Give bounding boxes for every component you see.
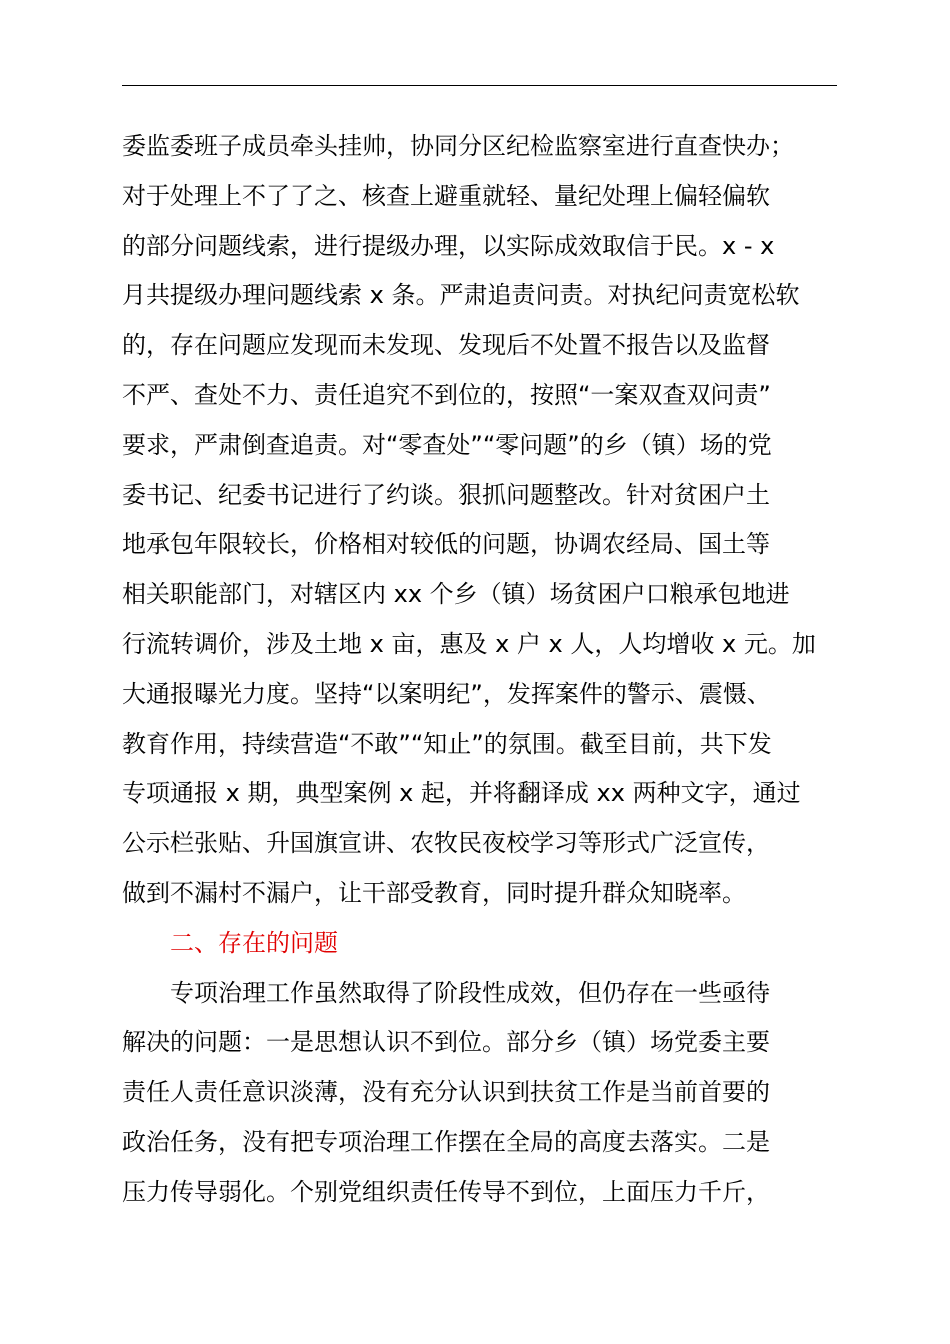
text-line: 压力传导弱化。个别党组织责任传导不到位，上面压力千斤，: [122, 1177, 770, 1206]
text-line: 专项通报 x 期，典型案例 x 起，并将翻译成 xx 两种文字，通过: [122, 779, 801, 808]
text-line: 月共提级办理问题线索 x 条。严肃追责问责。对执纪问责宽松软: [122, 281, 800, 310]
document-body: [122, 122, 862, 1218]
text-line: 委监委班子成员牵头挂帅，协同分区纪检监察室进行直查快办；: [122, 132, 794, 160]
text-line: 的部分问题线索，进行提级办理，以实际成效取信于民。x - x: [122, 231, 775, 260]
text-line: 委书记、纪委书记进行了约谈。狠抓问题整改。针对贫困户土: [122, 480, 770, 509]
text-line: 大通报曝光力度。坚持“以案明纪”，发挥案件的警示、震慑、: [122, 679, 771, 708]
text-line: 政治任务，没有把专项治理工作摆在全局的高度去落实。二是: [122, 1127, 770, 1156]
text-line: 要求，严肃倒查追责。对“零查处”“零问题”的乡（镇）场的党: [122, 430, 772, 459]
text-line: 相关职能部门，对辖区内 xx 个乡（镇）场贫困户口粮承包地进: [122, 580, 790, 609]
text-line: 地承包年限较长，价格相对较低的问题，协调农经局、国土等: [122, 530, 770, 559]
text-line: 的，存在问题应发现而未发现、发现后不处置不报告以及监督: [122, 331, 770, 360]
paragraph-problems: [122, 969, 862, 1218]
text-line: 责任人责任意识淡薄，没有充分认识到扶贫工作是当前首要的: [122, 1078, 770, 1107]
text-line: 行流转调价，涉及土地 x 亩，惠及 x 户 x 人，人均增收 x 元。加: [122, 629, 816, 658]
text-line: 教育作用，持续营造“不敢”“知止”的氛围。截至目前，共下发: [122, 729, 772, 758]
text-line: 做到不漏村不漏户，让干部受教育，同时提升群众知晓率。: [122, 878, 746, 907]
text-line: 不严、查处不力、责任追究不到位的，按照“一案双查双问责”: [122, 380, 771, 409]
paragraph-continued: [122, 122, 862, 919]
text-line: 专项治理工作虽然取得了阶段性成效，但仍存在一些亟待: [170, 978, 770, 1007]
header-rule: [122, 85, 837, 86]
text-line: 解决的问题：一是思想认识不到位。部分乡（镇）场党委主要: [122, 1028, 770, 1057]
text-line: 对于处理上不了了之、核查上避重就轻、量纪处理上偏轻偏软: [122, 181, 770, 210]
section-heading: 二、存在的问题: [170, 928, 338, 957]
text-line: 公示栏张贴、升国旗宣讲、农牧民夜校学习等形式广泛宣传，: [122, 829, 770, 858]
